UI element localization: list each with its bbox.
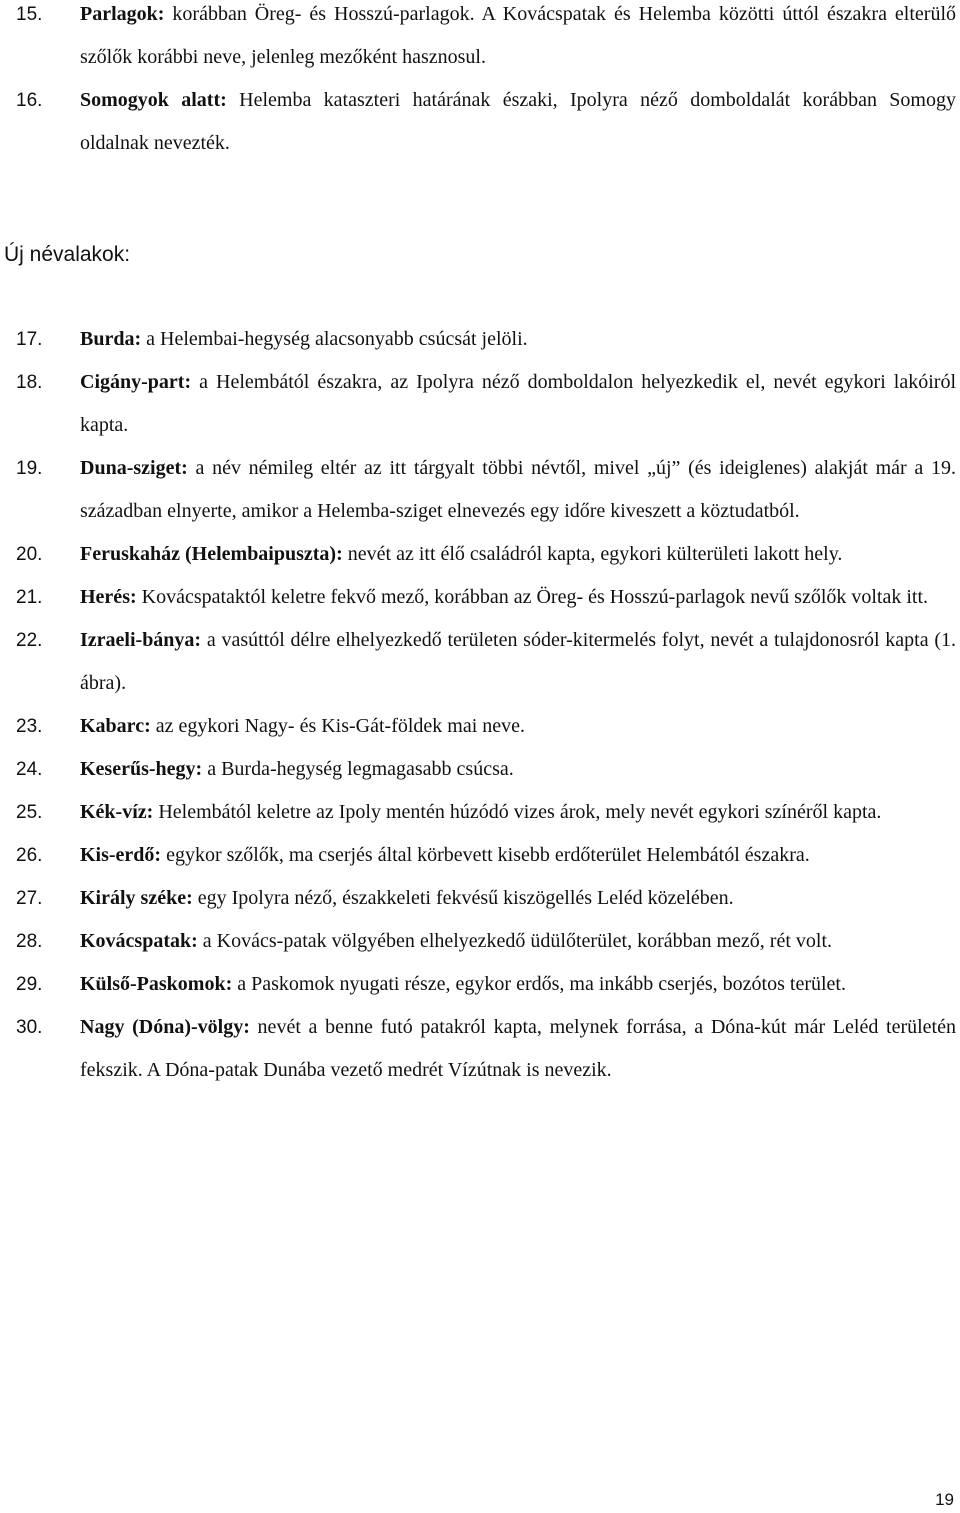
entry-list-after bbox=[0, 318, 960, 1092]
entry-list-before bbox=[0, 0, 960, 165]
entry-number: 16. bbox=[16, 90, 43, 111]
entry-number: 18. bbox=[16, 372, 43, 393]
section-heading: Új névalakok: bbox=[4, 243, 131, 266]
list-item bbox=[0, 705, 960, 748]
entry-term: Kis-erdő: bbox=[80, 844, 162, 866]
entry-term: Burda: bbox=[80, 328, 142, 350]
entry-text: a Burda-hegység legmagasabb csúcsa. bbox=[202, 758, 514, 780]
entry-term: Király széke: bbox=[80, 887, 193, 909]
entry-number: 22. bbox=[16, 630, 43, 651]
entry-text: nevét az itt élő családról kapta, egykori külterületi lakott hely. bbox=[342, 543, 843, 565]
entry-term: Cigány-part: bbox=[80, 371, 192, 393]
entry-number: 23. bbox=[16, 716, 43, 737]
entry-number: 26. bbox=[16, 845, 43, 866]
list-item bbox=[0, 576, 960, 619]
list-item bbox=[0, 0, 960, 79]
list-item bbox=[0, 791, 960, 834]
list-item bbox=[0, 748, 960, 791]
entry-term: Duna-sziget: bbox=[80, 457, 188, 479]
entry-text: Helemba kataszteri határának északi, Ipolyra néző domboldalát korábban Somogy oldalnak nevezték. bbox=[80, 89, 956, 154]
entry-number: 25. bbox=[16, 802, 43, 823]
page-number: 19 bbox=[935, 1490, 954, 1509]
entry-term: Kovácspatak: bbox=[80, 930, 198, 952]
list-item bbox=[0, 920, 960, 963]
entry-text: nevét a benne futó patakról kapta, melynek forrása, a Dóna-kút már Leléd területén fekszik. A Dóna-patak Dunába vezető medrét Vízútnak is nevezik. bbox=[80, 1016, 956, 1081]
list-item bbox=[0, 318, 960, 361]
list-item bbox=[0, 834, 960, 877]
entry-term: Somogyok alatt: bbox=[80, 89, 227, 111]
entry-term: Parlagok: bbox=[80, 3, 165, 25]
entry-text: Kovácspataktól keletre fekvő mező, korábban az Öreg- és Hosszú-parlagok nevű szőlők voltak itt. bbox=[136, 586, 929, 608]
entry-text: a Kovács-patak völgyében elhelyezkedő üdülőterület, korábban mező, rét volt. bbox=[197, 930, 833, 952]
list-item bbox=[0, 533, 960, 576]
list-item bbox=[0, 963, 960, 1006]
entry-term: Kék-víz: bbox=[80, 801, 154, 823]
list-item bbox=[0, 619, 960, 705]
entry-text: egy Ipolyra néző, északkeleti fekvésű kiszögellés Leléd közelében. bbox=[192, 887, 734, 909]
entry-text: a Paskomok nyugati része, egykor erdős, ma inkább cserjés, bozótos terület. bbox=[232, 973, 846, 995]
entry-term: Külső-Paskomok: bbox=[80, 973, 233, 995]
list-item bbox=[0, 361, 960, 447]
entry-number: 17. bbox=[16, 329, 43, 350]
entry-text: korábban Öreg- és Hosszú-parlagok. A Kovácspatak és Helemba közötti úttól északra elterülő szőlők korábbi neve, jelenleg mezőként hasznosul. bbox=[80, 3, 956, 68]
entry-number: 19. bbox=[16, 458, 43, 479]
entry-number: 20. bbox=[16, 544, 43, 565]
entry-text: a név némileg eltér az itt tárgyalt többi névtől, mivel „új” (és ideiglenes) alakját már a 19. században elnyerte, amikor a Helemba-sziget elnevezés egy időre kiveszett a köztudatból. bbox=[80, 457, 956, 522]
list-item bbox=[0, 79, 960, 165]
entry-text: Helembától keletre az Ipoly mentén húzódó vizes árok, mely nevét egykori színéről kapta. bbox=[153, 801, 882, 823]
entry-number: 27. bbox=[16, 888, 43, 909]
entry-number: 28. bbox=[16, 931, 43, 952]
entry-number: 29. bbox=[16, 974, 43, 995]
list-item bbox=[0, 877, 960, 920]
entry-term: Feruskaház (Helembaipuszta): bbox=[80, 543, 343, 565]
list-item bbox=[0, 447, 960, 533]
entry-term: Keserűs-hegy: bbox=[80, 758, 203, 780]
entry-number: 24. bbox=[16, 759, 43, 780]
list-item bbox=[0, 1006, 960, 1092]
entry-number: 30. bbox=[16, 1017, 43, 1038]
entry-text: az egykori Nagy- és Kis-Gát-földek mai neve. bbox=[150, 715, 526, 737]
entry-text: egykor szőlők, ma cserjés által körbevett kisebb erdőterület Helembától északra. bbox=[161, 844, 810, 866]
entry-text: a Helembai-hegység alacsonyabb csúcsát jelöli. bbox=[141, 328, 528, 350]
entry-term: Herés: bbox=[80, 586, 137, 608]
entry-term: Izraeli-bánya: bbox=[80, 629, 202, 651]
entry-text: a Helembától északra, az Ipolyra néző domboldalon helyezkedik el, nevét egykori lakóiról kapta. bbox=[80, 371, 956, 436]
entry-number: 15. bbox=[16, 4, 43, 25]
entry-number: 21. bbox=[16, 587, 43, 608]
entry-term: Kabarc: bbox=[80, 715, 151, 737]
entry-text: a vasúttól délre elhelyezkedő területen sóder-kitermelés folyt, nevét a tulajdonosról kapta (1. ábra). bbox=[80, 629, 956, 694]
entry-term: Nagy (Dóna)-völgy: bbox=[80, 1016, 250, 1038]
